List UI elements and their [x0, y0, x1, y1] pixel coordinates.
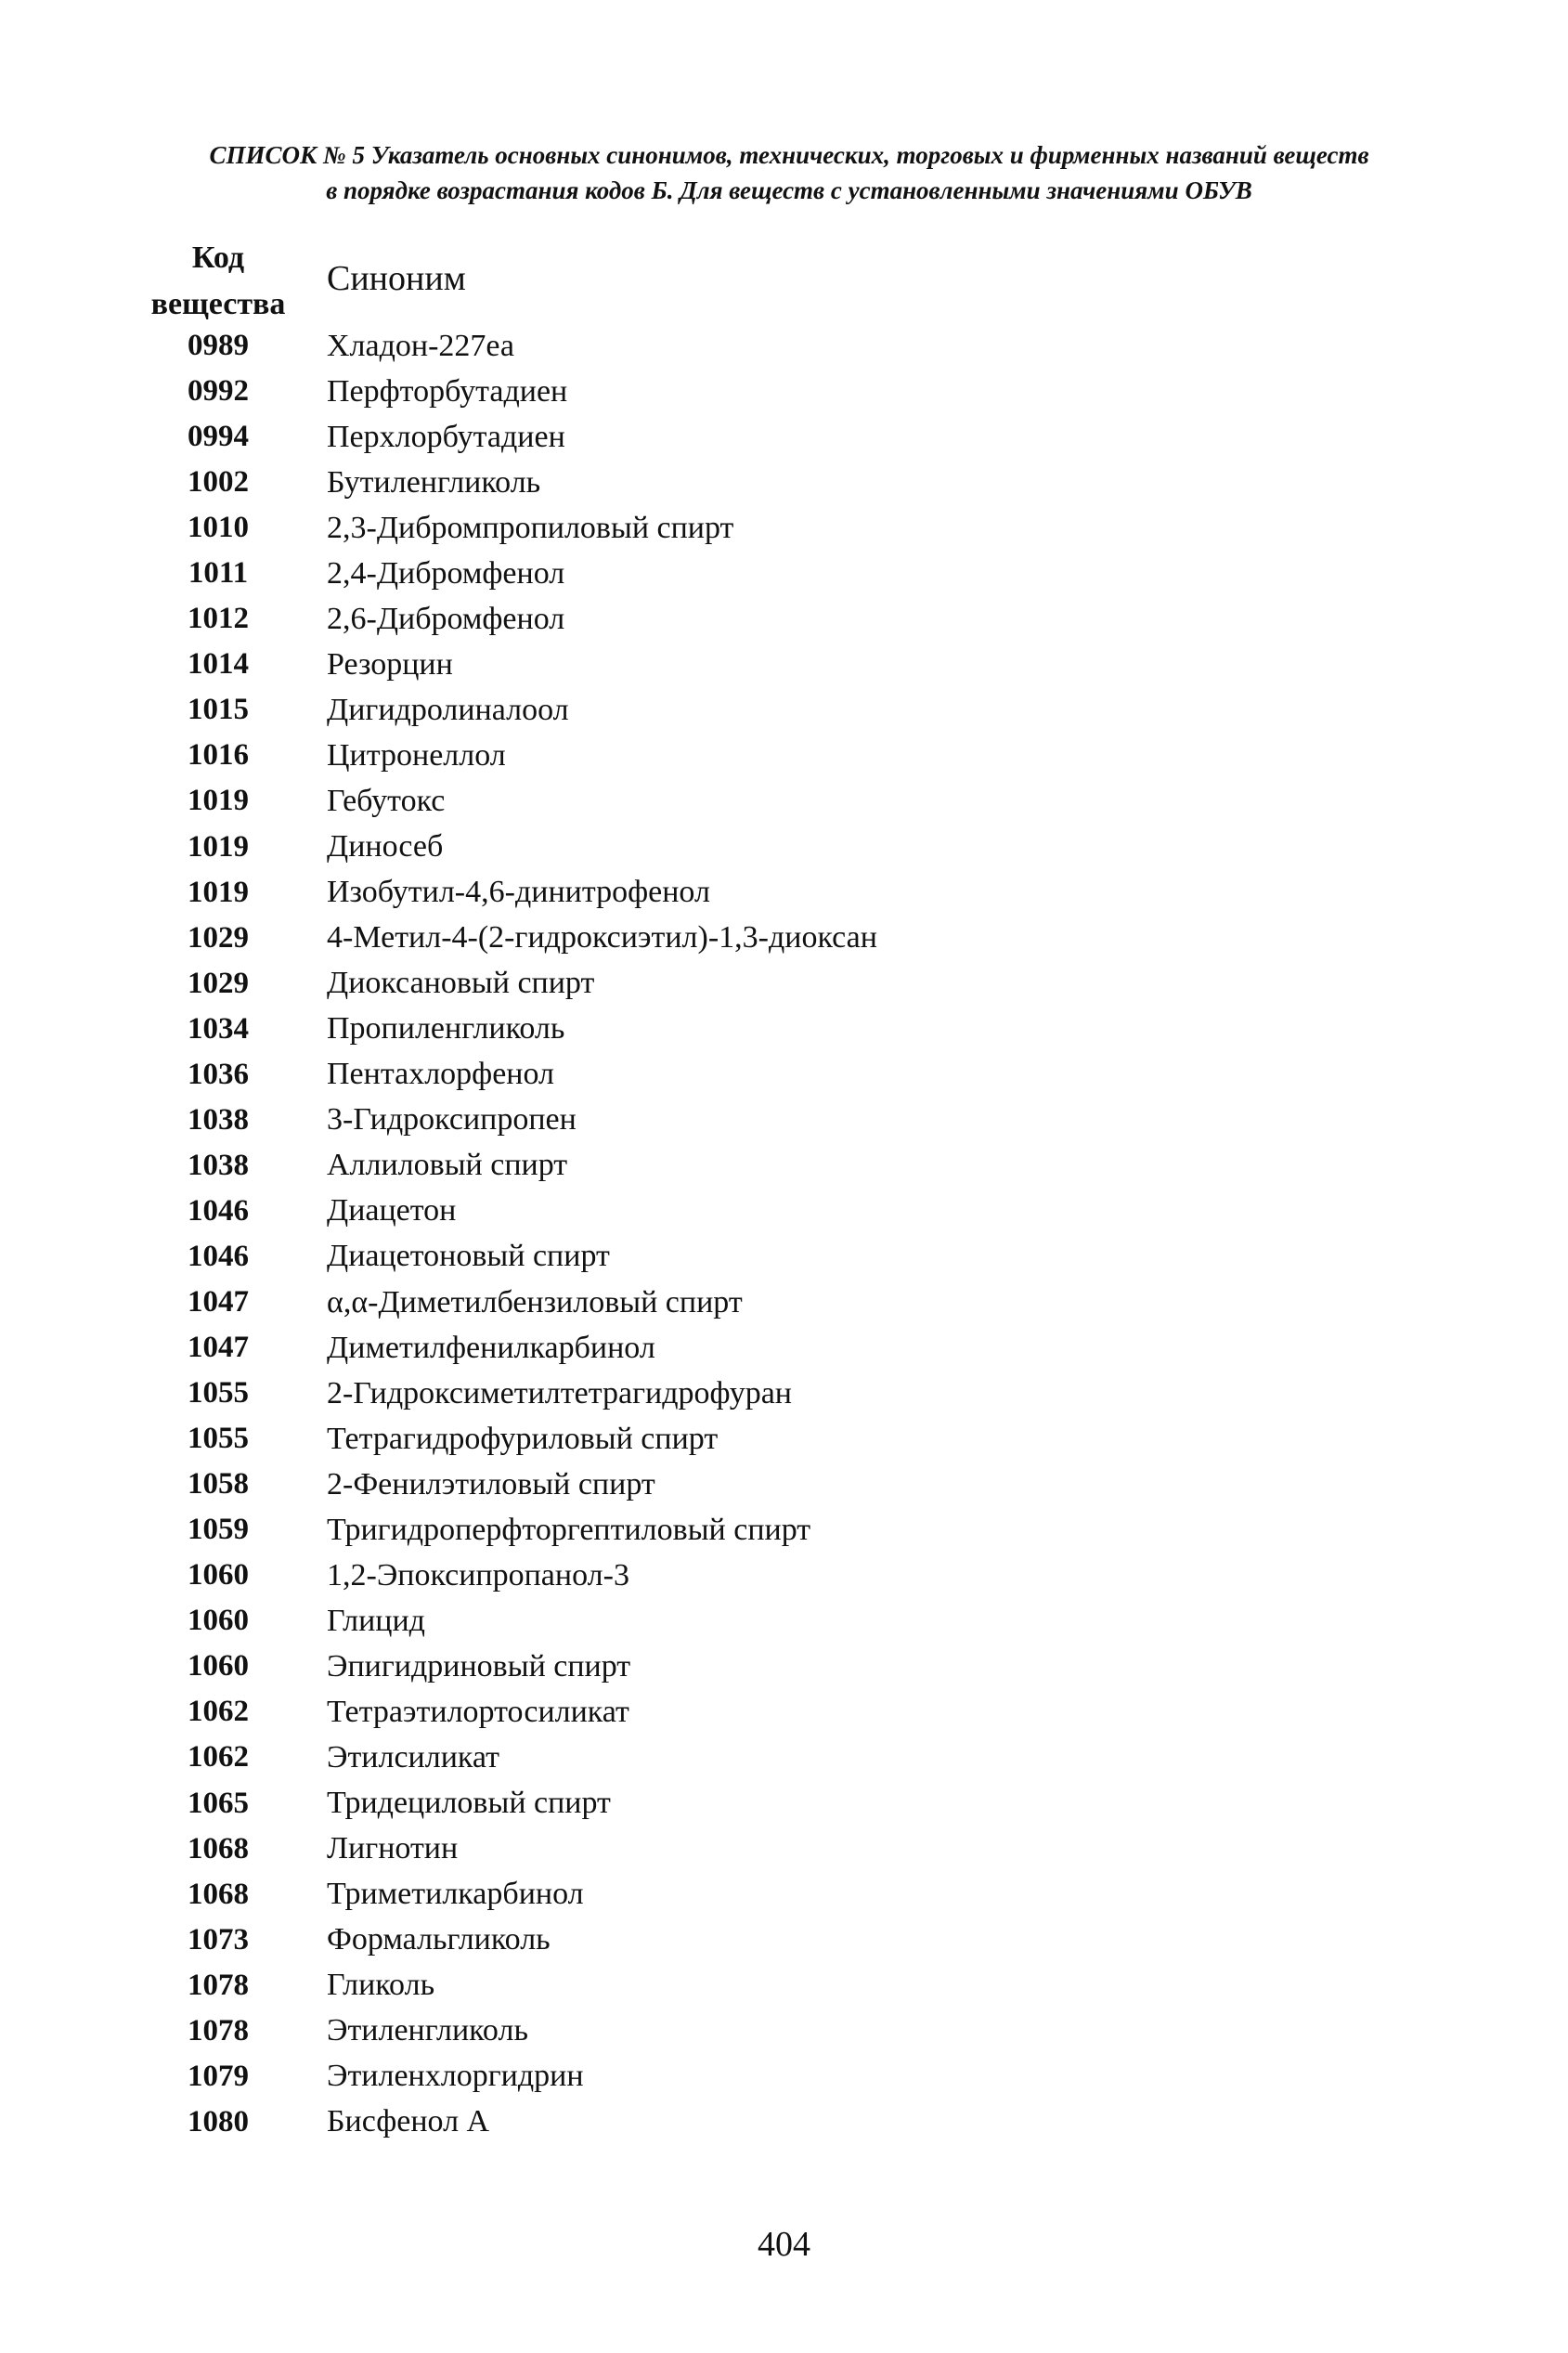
synonym-text: Этилсиликат — [327, 1739, 499, 1774]
substance-code: 1068 — [188, 1877, 249, 1911]
table-row — [139, 1098, 1346, 1143]
substance-code: 1036 — [188, 1057, 249, 1091]
table-row — [139, 2054, 1346, 2100]
substance-code: 1060 — [188, 1649, 249, 1684]
table-row — [139, 1416, 1346, 1462]
table-row — [139, 1689, 1346, 1735]
substance-code: 1047 — [188, 1331, 249, 1365]
table-row — [139, 369, 1346, 414]
substance-code: 1019 — [188, 829, 249, 864]
synonym-text: Диметилфенилкарбинол — [327, 1330, 655, 1365]
table-row — [139, 1781, 1346, 1826]
table-row — [139, 505, 1346, 551]
table-row — [139, 1052, 1346, 1098]
synonym-text: Пентахлорфенол — [327, 1057, 555, 1092]
substance-code: 1062 — [188, 1695, 249, 1729]
substance-code: 0989 — [188, 329, 249, 363]
synonym-text: Дигидролиналоол — [327, 692, 569, 727]
substance-code: 1015 — [188, 693, 249, 727]
substance-code: 0992 — [188, 374, 249, 409]
synonym-text: Пропиленгликоль — [327, 1011, 565, 1046]
table-row — [139, 1598, 1346, 1644]
substance-code: 1080 — [188, 2104, 249, 2138]
synonym-text: 1,2-Эпоксипропанол-3 — [327, 1557, 629, 1592]
substance-code: 1034 — [188, 1011, 249, 1046]
header-line-1: СПИСОК № 5 Указатель основных синонимов, технических, торговых и фирменных названий веществ — [209, 141, 1369, 169]
synonym-text: Диацетон — [327, 1193, 457, 1228]
list-header — [139, 137, 1439, 208]
substance-code: 1060 — [188, 1604, 249, 1638]
synonym-text: Диносеб — [327, 829, 444, 864]
substance-code: 1010 — [188, 511, 249, 545]
synonym-text: α,α-Диметилбензиловый спирт — [327, 1284, 743, 1320]
table-row — [139, 1371, 1346, 1416]
table-row — [139, 916, 1346, 961]
table-row — [139, 460, 1346, 505]
substance-code: 1016 — [188, 738, 249, 773]
substance-code: 1055 — [188, 1422, 249, 1456]
table-row — [139, 687, 1346, 733]
header-line-2: в порядке возрастания кодов Б. Для веществ с установленными значениями ОБУВ — [326, 176, 1252, 204]
synonym-text: Лигнотин — [327, 1831, 459, 1866]
synonym-text: Триметилкарбинол — [327, 1877, 584, 1912]
table-row — [139, 1963, 1346, 2008]
table-row — [139, 1553, 1346, 1598]
table-row — [139, 1007, 1346, 1052]
table-row — [139, 1826, 1346, 1872]
substance-code: 1038 — [188, 1102, 249, 1137]
page-number: 404 — [758, 2225, 810, 2264]
synonym-text: Тетраэтилортосиликат — [327, 1694, 629, 1729]
table-row — [139, 2100, 1346, 2145]
table-row — [139, 414, 1346, 460]
synonym-text: Резорцин — [327, 646, 453, 682]
synonym-text: Хладон-227еа — [327, 328, 515, 363]
substance-code: 1029 — [188, 966, 249, 1000]
substance-code: 1011 — [188, 556, 249, 591]
substance-code: 1078 — [188, 1968, 249, 2002]
table-row — [139, 323, 1346, 369]
synonym-text: 2,3-Дибромпропиловый спирт — [327, 510, 734, 545]
column-header-code-line-1: Код — [191, 240, 245, 275]
substance-code: 1012 — [188, 602, 249, 636]
table-row — [139, 1462, 1346, 1507]
table-row — [139, 1189, 1346, 1234]
table-row — [139, 1872, 1346, 1918]
substance-code: 1078 — [188, 2013, 249, 2048]
synonym-text: Диацетоновый спирт — [327, 1239, 610, 1274]
synonym-text: Тригидроперфторгептиловый спирт — [327, 1512, 811, 1547]
column-header-synonym: Синоним — [327, 259, 466, 298]
synonym-text: Гебутокс — [327, 783, 446, 818]
table-row — [139, 778, 1346, 824]
table-row — [139, 870, 1346, 916]
synonym-text: Тридециловый спирт — [327, 1786, 611, 1821]
column-header-code-line-2: вещества — [150, 287, 286, 321]
synonym-text: Диоксановый спирт — [327, 966, 595, 1001]
synonym-text: Тетрагидрофуриловый спирт — [327, 1421, 719, 1456]
synonym-text: Глицид — [327, 1603, 425, 1638]
table-row — [139, 1918, 1346, 1963]
synonym-text: Бисфенол А — [327, 2104, 490, 2139]
substance-code: 1029 — [188, 920, 249, 955]
synonym-text: Этиленгликоль — [327, 2013, 528, 2048]
synonym-text: Цитронеллол — [327, 737, 506, 773]
table-row — [139, 596, 1346, 642]
substance-code: 1060 — [188, 1558, 249, 1592]
substance-code: 1019 — [188, 784, 249, 818]
synonym-text: Аллиловый спирт — [327, 1148, 568, 1183]
synonym-text: Перфторбутадиен — [327, 373, 568, 409]
table-row — [139, 1735, 1346, 1780]
substance-code: 1046 — [188, 1193, 249, 1228]
table-row — [139, 642, 1346, 687]
table-row — [139, 1234, 1346, 1280]
table-row — [139, 961, 1346, 1007]
synonym-text: 4-Метил-4-(2-гидроксиэтил)-1,3-диоксан — [327, 920, 877, 956]
substance-code: 1046 — [188, 1239, 249, 1273]
table-row — [139, 733, 1346, 778]
substance-code: 1079 — [188, 2059, 249, 2093]
table-row — [139, 2008, 1346, 2054]
synonym-text: Изобутил-4,6-динитрофенол — [327, 875, 710, 910]
synonym-text: Гликоль — [327, 1968, 435, 2003]
synonym-text: Этиленхлоргидрин — [327, 2059, 584, 2094]
substance-code: 1002 — [188, 465, 249, 500]
substance-code: 1068 — [188, 1831, 249, 1866]
column-header-code — [139, 235, 297, 328]
substance-code: 1058 — [188, 1467, 249, 1502]
substance-code: 1014 — [188, 647, 249, 682]
substance-code: 1047 — [188, 1285, 249, 1319]
synonym-text: Эпигидриновый спирт — [327, 1648, 631, 1684]
substance-code: 1019 — [188, 875, 249, 909]
synonym-text: 2-Гидроксиметилтетрагидрофуран — [327, 1375, 792, 1410]
synonym-text: 2,4-Дибромфенол — [327, 555, 565, 591]
synonym-text: Бутиленгликоль — [327, 464, 541, 500]
substance-code: 0994 — [188, 420, 249, 454]
synonym-text: 2-Фенилэтиловый спирт — [327, 1466, 655, 1502]
substance-code: 1065 — [188, 1786, 249, 1820]
table-row — [139, 1143, 1346, 1189]
table-row — [139, 1325, 1346, 1371]
synonym-text: Перхлорбутадиен — [327, 419, 565, 454]
substance-code: 1062 — [188, 1740, 249, 1774]
substance-code: 1038 — [188, 1148, 249, 1182]
synonym-table — [139, 323, 1346, 2145]
substance-code: 1055 — [188, 1376, 249, 1410]
table-row — [139, 1280, 1346, 1325]
synonym-text: 2,6-Дибромфенол — [327, 601, 565, 636]
substance-code: 1059 — [188, 1513, 249, 1547]
substance-code: 1073 — [188, 1922, 249, 1956]
synonym-text: Формальгликоль — [327, 1922, 551, 1957]
table-row — [139, 1507, 1346, 1553]
table-row — [139, 825, 1346, 870]
synonym-text: 3-Гидроксипропен — [327, 1102, 577, 1138]
table-row — [139, 1644, 1346, 1689]
table-row — [139, 551, 1346, 596]
